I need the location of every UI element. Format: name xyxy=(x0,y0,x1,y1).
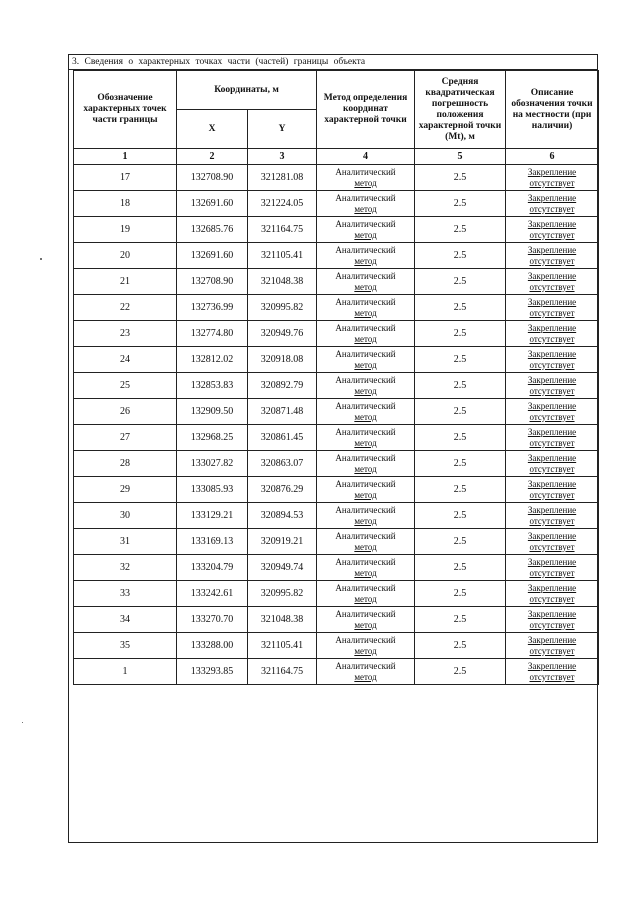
point-number-cell: 19 xyxy=(74,217,177,243)
description-cell xyxy=(506,607,599,633)
method-line: Аналитический xyxy=(335,166,396,177)
method-line: Аналитический xyxy=(335,556,396,567)
description-line: отсутствует xyxy=(529,333,575,344)
y-coordinate-cell: 321281.08 xyxy=(248,165,317,191)
description-line: отсутствует xyxy=(529,567,575,578)
point-number-cell: 34 xyxy=(74,607,177,633)
method-cell xyxy=(317,347,415,373)
description-cell xyxy=(506,503,599,529)
description-cell xyxy=(506,217,599,243)
column-number: 2 xyxy=(177,149,248,165)
description-line: Закрепление xyxy=(527,244,577,255)
table-row xyxy=(74,295,599,321)
description-line: отсутствует xyxy=(529,671,575,682)
method-cell xyxy=(317,581,415,607)
point-number-cell: 20 xyxy=(74,243,177,269)
error-cell: 2.5 xyxy=(415,191,506,217)
method-line: метод xyxy=(354,229,377,240)
table-row xyxy=(74,425,599,451)
error-cell: 2.5 xyxy=(415,581,506,607)
point-number-cell: 18 xyxy=(74,191,177,217)
description-cell xyxy=(506,399,599,425)
header-x: X xyxy=(177,110,248,149)
y-coordinate-cell: 320995.82 xyxy=(248,295,317,321)
description-line: отсутствует xyxy=(529,541,575,552)
method-line: метод xyxy=(354,437,377,448)
method-cell xyxy=(317,399,415,425)
method-cell xyxy=(317,529,415,555)
description-line: Закрепление xyxy=(527,218,577,229)
y-coordinate-cell: 320861.45 xyxy=(248,425,317,451)
description-line: отсутствует xyxy=(529,203,575,214)
table-row xyxy=(74,321,599,347)
error-cell: 2.5 xyxy=(415,555,506,581)
description-line: отсутствует xyxy=(529,593,575,604)
method-line: метод xyxy=(354,203,377,214)
description-line: отсутствует xyxy=(529,645,575,656)
method-line: метод xyxy=(354,307,377,318)
error-cell: 2.5 xyxy=(415,373,506,399)
description-cell xyxy=(506,295,599,321)
y-coordinate-cell: 321164.75 xyxy=(248,659,317,685)
y-coordinate-cell: 320919.21 xyxy=(248,529,317,555)
method-cell xyxy=(317,373,415,399)
method-cell xyxy=(317,633,415,659)
x-coordinate-cell: 132774.80 xyxy=(177,321,248,347)
x-coordinate-cell: 133129.21 xyxy=(177,503,248,529)
description-line: Закрепление xyxy=(527,452,577,463)
point-number-cell: 24 xyxy=(74,347,177,373)
description-line: отсутствует xyxy=(529,229,575,240)
column-number: 6 xyxy=(506,149,599,165)
x-coordinate-cell: 132812.02 xyxy=(177,347,248,373)
table-row xyxy=(74,607,599,633)
description-line: отсутствует xyxy=(529,255,575,266)
point-number-cell: 33 xyxy=(74,581,177,607)
description-cell xyxy=(506,633,599,659)
point-number-cell: 17 xyxy=(74,165,177,191)
method-line: метод xyxy=(354,593,377,604)
description-line: Закрепление xyxy=(527,374,577,385)
scan-speck xyxy=(40,258,42,260)
error-cell: 2.5 xyxy=(415,217,506,243)
error-cell: 2.5 xyxy=(415,633,506,659)
method-cell xyxy=(317,295,415,321)
method-line: метод xyxy=(354,281,377,292)
method-cell xyxy=(317,269,415,295)
x-coordinate-cell: 133027.82 xyxy=(177,451,248,477)
description-line: отсутствует xyxy=(529,489,575,500)
description-line: Закрепление xyxy=(527,296,577,307)
description-line: Закрепление xyxy=(527,166,577,177)
method-cell xyxy=(317,243,415,269)
method-cell xyxy=(317,659,415,685)
error-cell: 2.5 xyxy=(415,659,506,685)
method-line: Аналитический xyxy=(335,192,396,203)
table-row xyxy=(74,269,599,295)
table-row xyxy=(74,243,599,269)
table-row xyxy=(74,399,599,425)
method-cell xyxy=(317,477,415,503)
document-frame xyxy=(68,54,598,843)
description-line: отсутствует xyxy=(529,437,575,448)
method-line: Аналитический xyxy=(335,530,396,541)
table-row xyxy=(74,347,599,373)
description-line: отсутствует xyxy=(529,411,575,422)
method-line: метод xyxy=(354,567,377,578)
scan-speck xyxy=(22,722,23,723)
characteristic-points-table xyxy=(73,70,599,685)
method-line: метод xyxy=(354,385,377,396)
table-row xyxy=(74,165,599,191)
method-line: метод xyxy=(354,333,377,344)
description-line: отсутствует xyxy=(529,281,575,292)
x-coordinate-cell: 133242.61 xyxy=(177,581,248,607)
x-coordinate-cell: 132691.60 xyxy=(177,243,248,269)
y-coordinate-cell: 321105.41 xyxy=(248,243,317,269)
description-line: Закрепление xyxy=(527,192,577,203)
error-cell: 2.5 xyxy=(415,425,506,451)
y-coordinate-cell: 320894.53 xyxy=(248,503,317,529)
table-row xyxy=(74,659,599,685)
method-line: Аналитический xyxy=(335,322,396,333)
x-coordinate-cell: 133293.85 xyxy=(177,659,248,685)
description-line: Закрепление xyxy=(527,400,577,411)
table-row xyxy=(74,217,599,243)
error-cell: 2.5 xyxy=(415,295,506,321)
description-line: отсутствует xyxy=(529,307,575,318)
description-cell xyxy=(506,529,599,555)
description-line: Закрепление xyxy=(527,270,577,281)
point-number-cell: 30 xyxy=(74,503,177,529)
method-line: Аналитический xyxy=(335,348,396,359)
header-method: Метод определения координат характерной точки xyxy=(317,71,415,149)
table-row xyxy=(74,581,599,607)
method-cell xyxy=(317,607,415,633)
description-line: Закрепление xyxy=(527,504,577,515)
method-line: Аналитический xyxy=(335,582,396,593)
description-line: Закрепление xyxy=(527,608,577,619)
description-cell xyxy=(506,243,599,269)
y-coordinate-cell: 321105.41 xyxy=(248,633,317,659)
point-number-cell: 31 xyxy=(74,529,177,555)
description-line: Закрепление xyxy=(527,660,577,671)
method-cell xyxy=(317,217,415,243)
description-line: Закрепление xyxy=(527,478,577,489)
method-line: Аналитический xyxy=(335,400,396,411)
section-title: 3. Сведения о характерных точках части (частей) границы объекта xyxy=(69,55,597,70)
y-coordinate-cell: 321164.75 xyxy=(248,217,317,243)
header-error: Средняя квадратическая погрешность положения характерной точки (Mt), м xyxy=(415,71,506,149)
error-cell: 2.5 xyxy=(415,243,506,269)
point-number-cell: 25 xyxy=(74,373,177,399)
error-cell: 2.5 xyxy=(415,321,506,347)
description-cell xyxy=(506,555,599,581)
table-row xyxy=(74,477,599,503)
point-number-cell: 26 xyxy=(74,399,177,425)
x-coordinate-cell: 133204.79 xyxy=(177,555,248,581)
method-line: метод xyxy=(354,489,377,500)
method-cell xyxy=(317,165,415,191)
error-cell: 2.5 xyxy=(415,607,506,633)
point-number-cell: 22 xyxy=(74,295,177,321)
header-coordinates: Координаты, м xyxy=(177,71,317,110)
method-line: метод xyxy=(354,619,377,630)
method-line: метод xyxy=(354,359,377,370)
x-coordinate-cell: 132691.60 xyxy=(177,191,248,217)
method-line: Аналитический xyxy=(335,634,396,645)
method-line: метод xyxy=(354,671,377,682)
description-cell xyxy=(506,477,599,503)
column-number: 4 xyxy=(317,149,415,165)
method-line: Аналитический xyxy=(335,374,396,385)
description-line: отсутствует xyxy=(529,619,575,630)
description-cell xyxy=(506,165,599,191)
description-line: отсутствует xyxy=(529,385,575,396)
method-line: метод xyxy=(354,541,377,552)
method-line: Аналитический xyxy=(335,426,396,437)
error-cell: 2.5 xyxy=(415,529,506,555)
method-cell xyxy=(317,321,415,347)
method-cell xyxy=(317,425,415,451)
column-number: 1 xyxy=(74,149,177,165)
method-line: метод xyxy=(354,255,377,266)
table-row xyxy=(74,555,599,581)
method-line: Аналитический xyxy=(335,244,396,255)
x-coordinate-cell: 132685.76 xyxy=(177,217,248,243)
table-row xyxy=(74,529,599,555)
description-line: Закрепление xyxy=(527,530,577,541)
method-cell xyxy=(317,191,415,217)
description-line: Закрепление xyxy=(527,426,577,437)
table-row xyxy=(74,633,599,659)
x-coordinate-cell: 133288.00 xyxy=(177,633,248,659)
y-coordinate-cell: 321048.38 xyxy=(248,607,317,633)
y-coordinate-cell: 321224.05 xyxy=(248,191,317,217)
point-number-cell: 29 xyxy=(74,477,177,503)
error-cell: 2.5 xyxy=(415,451,506,477)
point-number-cell: 32 xyxy=(74,555,177,581)
y-coordinate-cell: 320949.76 xyxy=(248,321,317,347)
method-line: Аналитический xyxy=(335,218,396,229)
description-line: Закрепление xyxy=(527,582,577,593)
description-line: Закрепление xyxy=(527,556,577,567)
x-coordinate-cell: 132968.25 xyxy=(177,425,248,451)
description-cell xyxy=(506,581,599,607)
x-coordinate-cell: 132708.90 xyxy=(177,165,248,191)
method-line: Аналитический xyxy=(335,452,396,463)
point-number-cell: 23 xyxy=(74,321,177,347)
error-cell: 2.5 xyxy=(415,269,506,295)
points-table-body xyxy=(74,165,599,685)
error-cell: 2.5 xyxy=(415,165,506,191)
method-line: Аналитический xyxy=(335,270,396,281)
description-cell xyxy=(506,659,599,685)
method-cell xyxy=(317,503,415,529)
x-coordinate-cell: 132853.83 xyxy=(177,373,248,399)
description-line: отсутствует xyxy=(529,177,575,188)
error-cell: 2.5 xyxy=(415,347,506,373)
point-number-cell: 28 xyxy=(74,451,177,477)
description-line: отсутствует xyxy=(529,463,575,474)
column-number: 3 xyxy=(248,149,317,165)
y-coordinate-cell: 320949.74 xyxy=(248,555,317,581)
error-cell: 2.5 xyxy=(415,477,506,503)
x-coordinate-cell: 133169.13 xyxy=(177,529,248,555)
description-cell xyxy=(506,373,599,399)
method-line: Аналитический xyxy=(335,608,396,619)
error-cell: 2.5 xyxy=(415,503,506,529)
method-line: Аналитический xyxy=(335,478,396,489)
method-line: метод xyxy=(354,177,377,188)
y-coordinate-cell: 320892.79 xyxy=(248,373,317,399)
x-coordinate-cell: 132909.50 xyxy=(177,399,248,425)
column-number: 5 xyxy=(415,149,506,165)
x-coordinate-cell: 132736.99 xyxy=(177,295,248,321)
method-line: метод xyxy=(354,645,377,656)
point-number-cell: 27 xyxy=(74,425,177,451)
description-cell xyxy=(506,321,599,347)
y-coordinate-cell: 320863.07 xyxy=(248,451,317,477)
description-cell xyxy=(506,269,599,295)
description-cell xyxy=(506,451,599,477)
method-line: метод xyxy=(354,515,377,526)
method-cell xyxy=(317,555,415,581)
method-line: Аналитический xyxy=(335,504,396,515)
header-y: Y xyxy=(248,110,317,149)
table-row xyxy=(74,503,599,529)
description-cell xyxy=(506,425,599,451)
method-line: Аналитический xyxy=(335,296,396,307)
x-coordinate-cell: 133085.93 xyxy=(177,477,248,503)
y-coordinate-cell: 321048.38 xyxy=(248,269,317,295)
table-row xyxy=(74,451,599,477)
y-coordinate-cell: 320876.29 xyxy=(248,477,317,503)
x-coordinate-cell: 132708.90 xyxy=(177,269,248,295)
y-coordinate-cell: 320995.82 xyxy=(248,581,317,607)
y-coordinate-cell: 320918.08 xyxy=(248,347,317,373)
table-row xyxy=(74,191,599,217)
description-line: отсутствует xyxy=(529,359,575,370)
description-line: Закрепление xyxy=(527,322,577,333)
table-row xyxy=(74,373,599,399)
method-line: метод xyxy=(354,463,377,474)
header-designation: Обозначение характерных точек части границы xyxy=(74,71,177,149)
method-line: Аналитический xyxy=(335,660,396,671)
y-coordinate-cell: 320871.48 xyxy=(248,399,317,425)
point-number-cell: 21 xyxy=(74,269,177,295)
description-line: Закрепление xyxy=(527,348,577,359)
description-line: Закрепление xyxy=(527,634,577,645)
header-description: Описание обозначения точки на местности (при наличии) xyxy=(506,71,599,149)
description-cell xyxy=(506,191,599,217)
description-cell xyxy=(506,347,599,373)
method-cell xyxy=(317,451,415,477)
method-line: метод xyxy=(354,411,377,422)
description-line: отсутствует xyxy=(529,515,575,526)
point-number-cell: 35 xyxy=(74,633,177,659)
error-cell: 2.5 xyxy=(415,399,506,425)
point-number-cell: 1 xyxy=(74,659,177,685)
x-coordinate-cell: 133270.70 xyxy=(177,607,248,633)
